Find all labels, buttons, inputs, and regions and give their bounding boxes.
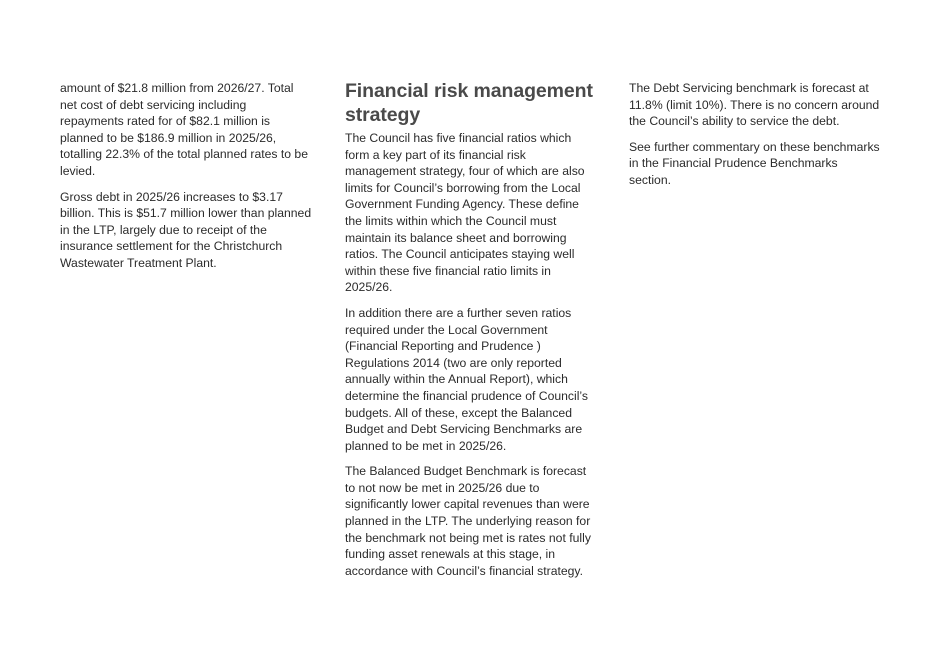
balanced-budget-paragraph: The Balanced Budget Benchmark is forecast to not now be met in 2025/26 due to significantly lower capital revenues than were planned in the LTP. The underlying reason for the benchmark not being met is rates not fully funding asset renewals at this stage, in accordance with Council’s financial strategy. <box>345 464 591 578</box>
text-column-middle <box>345 80 597 588</box>
section-heading: Financial risk management strategy <box>345 80 593 126</box>
debt-servicing-benchmark-paragraph: The Debt Servicing benchmark is forecast at 11.8% (limit 10%). There is no concern around the Council’s ability to service the debt. <box>629 81 880 129</box>
text-column-left <box>60 80 312 281</box>
financial-ratios-paragraph: The Council has five financial ratios which form a key part of its financial risk management strategy, four of which are also limits for Council’s borrowing from the Local Government Funding Agency. These define the limits within which the Council must maintain its balance sheet and borrowing ratios. The Council anticipates staying well within these five financial ratio limits in 2025/26. <box>345 131 585 295</box>
prudence-regulations-paragraph: In addition there are a further seven ratios required under the Local Government (Financial Reporting and Prudence ) Regulations 2014 (two are only reported annually within the Annual Report), which determine the financial prudence of Council’s budgets. All of these, except the Balanced Budget and Debt Servicing Benchmarks are planned to be met in 2025/26. <box>345 305 588 453</box>
debt-servicing-paragraph: amount of $21.8 million from 2026/27. Total net cost of debt servicing including repayments rated for of $82.1 million is planned to be $186.9 million in 2025/26, totalling 22.3% of the total planned rates to be levied. <box>60 81 308 178</box>
further-commentary-paragraph: See further commentary on these benchmarks in the Financial Prudence Benchmarks section. <box>629 139 880 187</box>
text-column-right <box>629 80 881 198</box>
gross-debt-paragraph: Gross debt in 2025/26 increases to $3.17 billion. This is $51.7 million lower than planned in the LTP, largely due to receipt of the insurance settlement for the Christchurch Wastewater Treatment Plant. <box>60 189 312 270</box>
